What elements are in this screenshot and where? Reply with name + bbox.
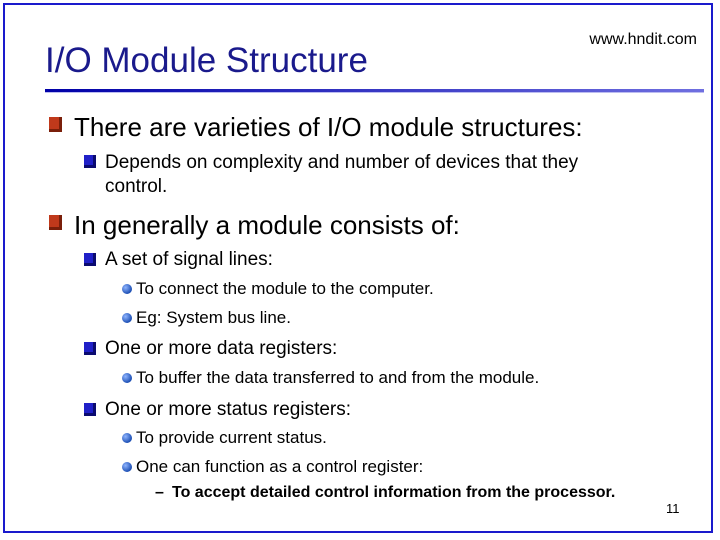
round-bullet-icon	[122, 373, 132, 383]
page-number: 11	[666, 501, 680, 516]
red-square-bullet-icon	[49, 215, 62, 230]
slide	[3, 3, 713, 533]
slide-title: I/O Module Structure	[45, 41, 368, 80]
blue-square-bullet-icon	[84, 342, 96, 355]
round-bullet-icon	[122, 462, 132, 472]
blue-square-bullet-icon	[84, 253, 96, 266]
blue-square-bullet-icon	[84, 403, 96, 416]
bullet-2-sub-1-item-2: Eg: System bus line.	[136, 308, 291, 327]
bullet-2-sub-3-item-1: To provide current status.	[136, 428, 327, 447]
red-square-bullet-icon	[49, 117, 62, 132]
title-underline	[45, 89, 704, 93]
bullet-2-sub-3-item-2: One can function as a control register:	[136, 457, 424, 476]
bullet-2-sub-1: A set of signal lines:	[105, 249, 273, 270]
bullet-2-sub-2-item-1: To buffer the data transferred to and from the module.	[136, 368, 540, 387]
bullet-2-sub-3-subitem: To accept detailed control information from the processor.	[172, 484, 616, 501]
round-bullet-icon	[122, 284, 132, 294]
dash-bullet-icon: –	[155, 484, 164, 501]
bullet-2-sub-2: One or more data registers:	[105, 338, 338, 359]
bullet-2: In generally a module consists of:	[74, 210, 460, 240]
bullet-2-sub-3: One or more status registers:	[105, 399, 352, 420]
website-url: www.hndit.com	[589, 31, 697, 48]
bullet-1-sub-1-line-1: Depends on complexity and number of devices that they	[105, 152, 579, 173]
bullet-1-sub-1-line-2: control.	[105, 176, 168, 197]
bullet-1: There are varieties of I/O module structures:	[74, 112, 583, 142]
bullet-2-sub-1-item-1: To connect the module to the computer.	[136, 279, 434, 298]
round-bullet-icon	[122, 433, 132, 443]
round-bullet-icon	[122, 313, 132, 323]
blue-square-bullet-icon	[84, 155, 96, 168]
